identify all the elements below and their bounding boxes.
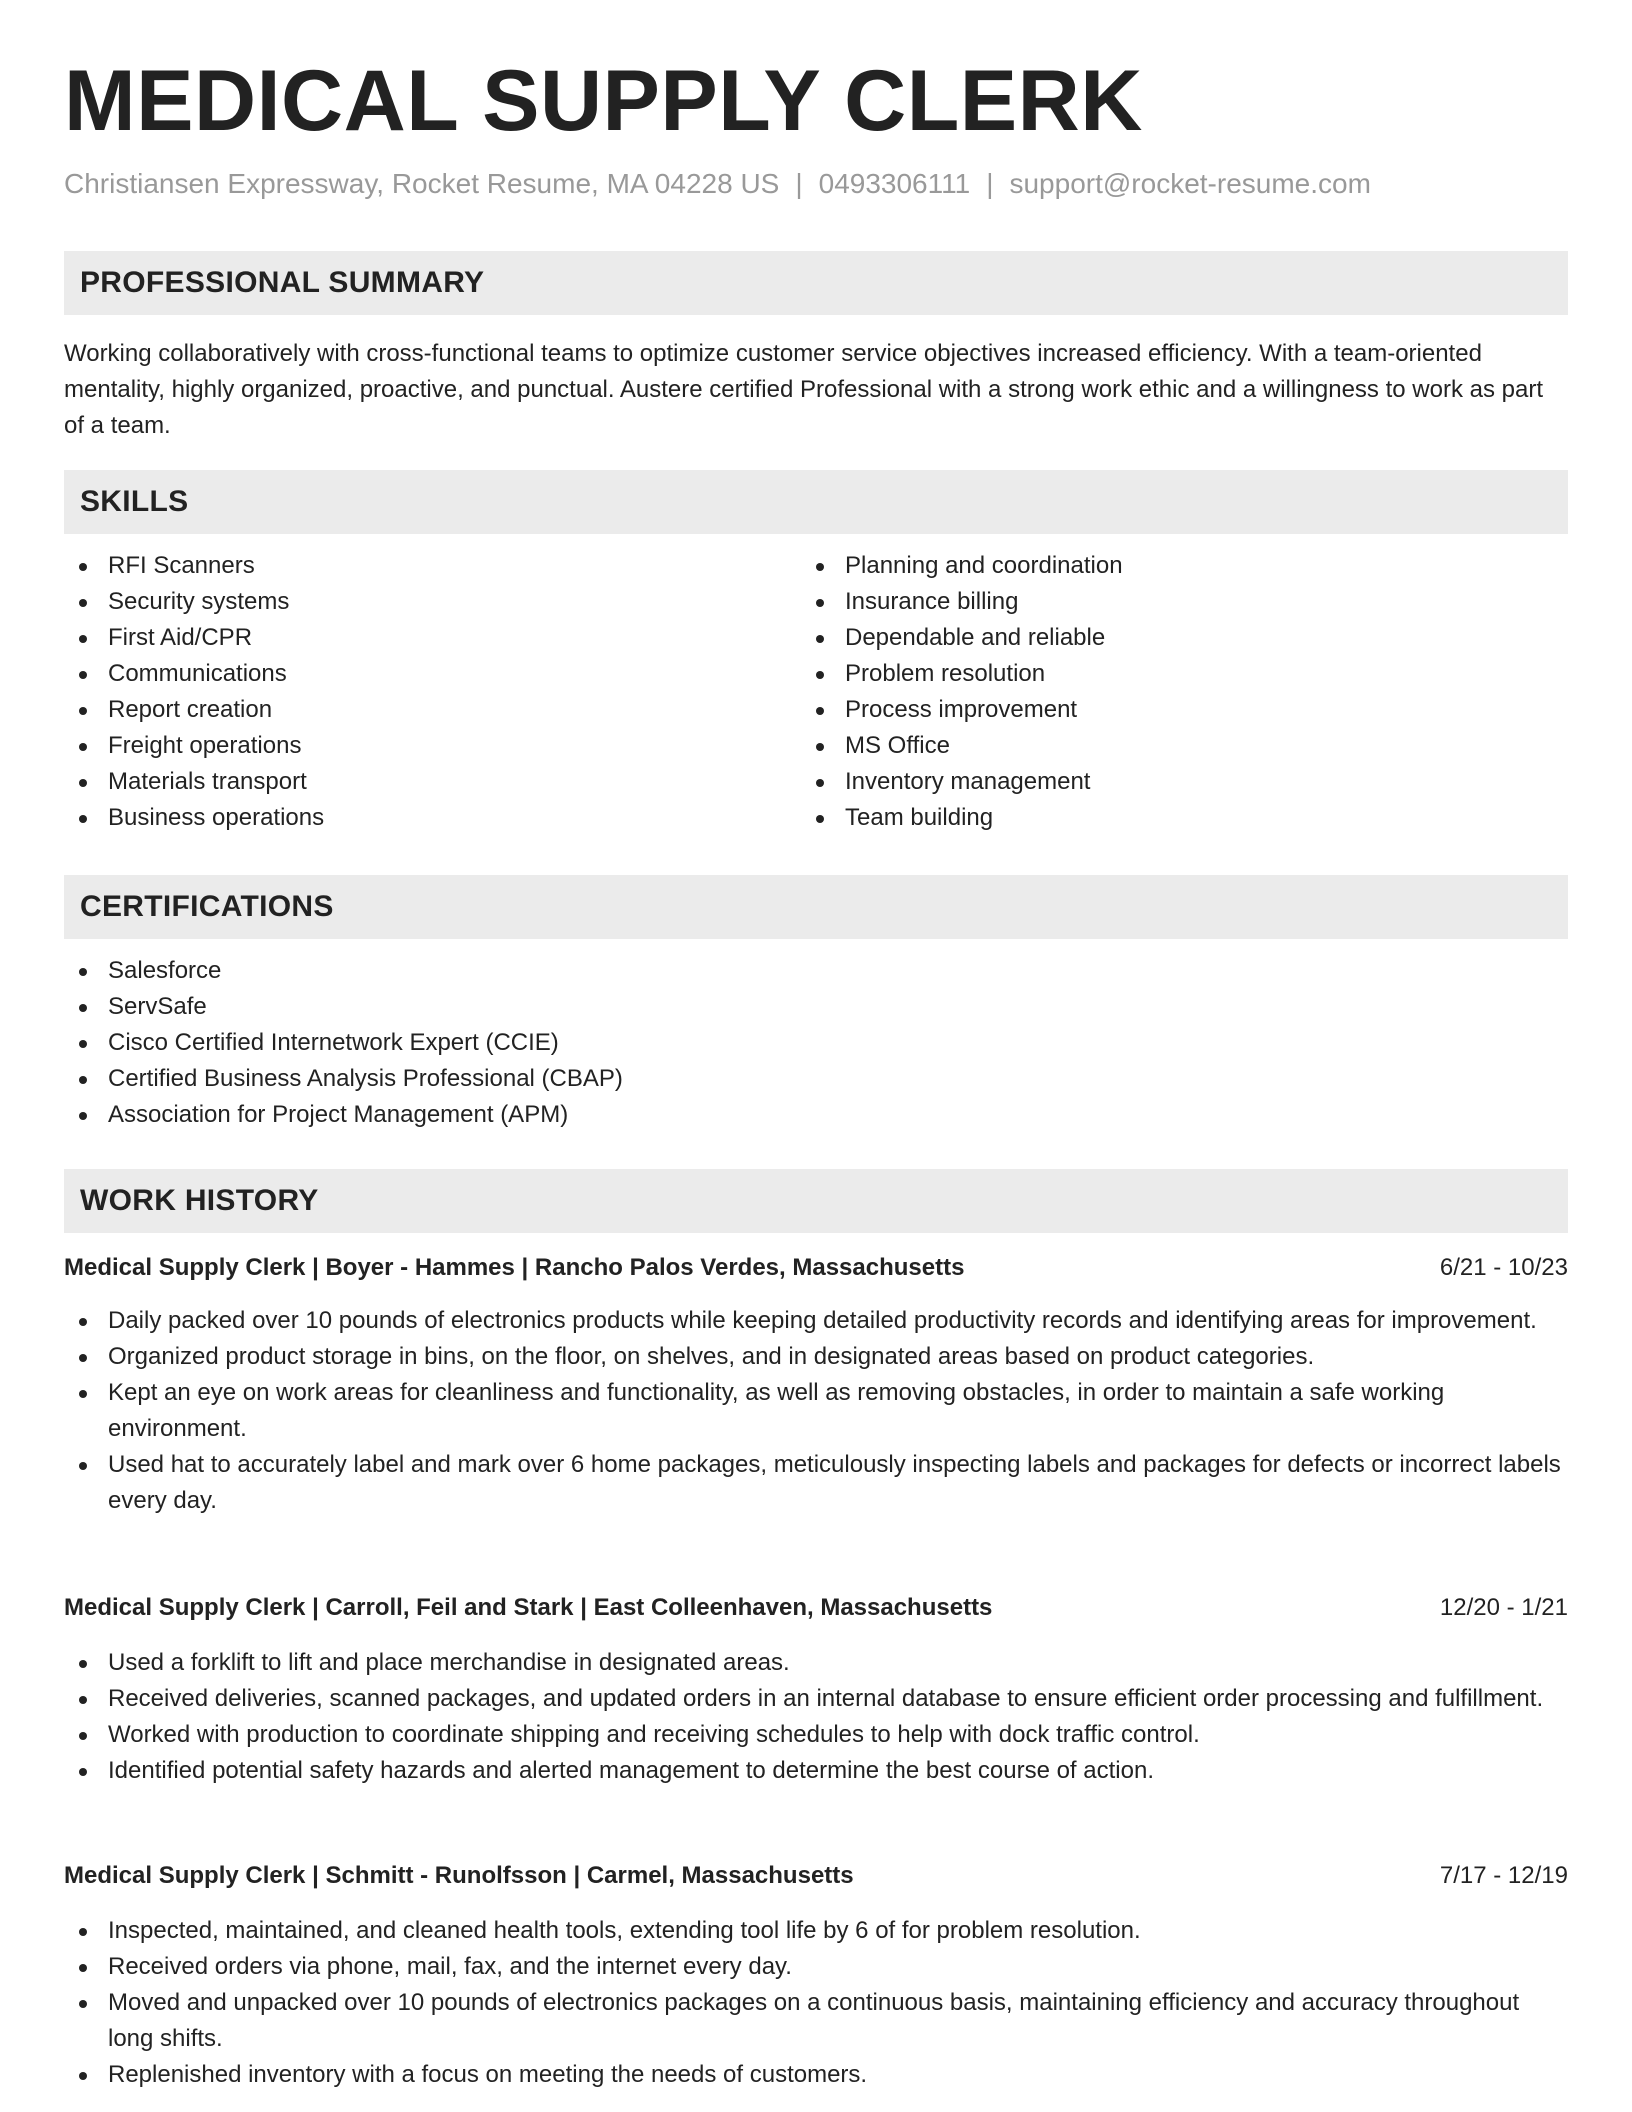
job-bullet: Received orders via phone, mail, fax, and the internet every day.	[64, 1949, 1568, 1985]
job-title: Medical Supply Clerk | Carroll, Feil and Stark | East Colleenhaven, Massachusetts	[64, 1594, 993, 1621]
job-bullet: Worked with production to coordinate shipping and receiving schedules to help with dock traffic control.	[64, 1717, 1568, 1753]
skill-item: Security systems	[64, 584, 804, 620]
skills-list-left	[64, 548, 804, 836]
certification-item: Association for Project Management (APM)	[64, 1097, 1568, 1133]
certification-item: Cisco Certified Internetwork Expert (CCIE)	[64, 1025, 1568, 1061]
job-heading	[64, 1250, 1568, 1286]
skill-item: RFI Scanners	[64, 548, 804, 584]
certification-item: Salesforce	[64, 953, 1568, 989]
skill-item: Process improvement	[801, 692, 1561, 728]
job-bullets	[64, 1303, 1568, 1519]
job-dates: 6/21 - 10/23	[1439, 1254, 1568, 1281]
skill-item: MS Office	[801, 728, 1561, 764]
skills-list-right	[801, 548, 1561, 836]
section-title-summary: PROFESSIONAL SUMMARY	[64, 251, 1568, 315]
job-bullet: Inspected, maintained, and cleaned health tools, extending tool life by 6 of for problem resolution.	[64, 1913, 1568, 1949]
contact-line	[64, 168, 1371, 200]
contact-email: support@rocket-resume.com	[1009, 168, 1371, 199]
skill-item: Team building	[801, 800, 1561, 836]
job-bullets	[64, 1913, 1568, 2093]
certifications-list	[64, 953, 1568, 1133]
job-bullet: Daily packed over 10 pounds of electronics products while keeping detailed productivity records and identifying areas for improvement.	[64, 1303, 1568, 1339]
job-bullet: Used a forklift to lift and place merchandise in designated areas.	[64, 1645, 1568, 1681]
job-bullet: Used hat to accurately label and mark over 6 home packages, meticulously inspecting labels and packages for defects or incorrect labels every day.	[64, 1447, 1568, 1519]
job-bullet: Replenished inventory with a focus on meeting the needs of customers.	[64, 2057, 1568, 2093]
skill-item: Dependable and reliable	[801, 620, 1561, 656]
contact-separator: |	[986, 168, 994, 199]
job-heading	[64, 1858, 1568, 1894]
job-bullet: Identified potential safety hazards and alerted management to determine the best course of action.	[64, 1753, 1568, 1789]
section-title-skills: SKILLS	[64, 470, 1568, 534]
skill-item: Materials transport	[64, 764, 804, 800]
skill-item: Planning and coordination	[801, 548, 1561, 584]
skill-item: Report creation	[64, 692, 804, 728]
certification-item: Certified Business Analysis Professional (CBAP)	[64, 1061, 1568, 1097]
job-bullet: Moved and unpacked over 10 pounds of electronics packages on a continuous basis, maintaining efficiency and accuracy throughout long shifts.	[64, 1985, 1568, 2057]
job-bullet: Organized product storage in bins, on the floor, on shelves, and in designated areas based on product categories.	[64, 1339, 1568, 1375]
skill-item: First Aid/CPR	[64, 620, 804, 656]
certification-item: ServSafe	[64, 989, 1568, 1025]
skill-item: Inventory management	[801, 764, 1561, 800]
summary-text: Working collaboratively with cross-functional teams to optimize customer service objectives increased efficiency. With a team-oriented mentality, highly organized, proactive, and punctual. Austere certified Professional with a strong work ethic and a willingness to work as part of a team.	[64, 340, 1543, 439]
job-bullet: Kept an eye on work areas for cleanliness and functionality, as well as removing obstacles, in order to maintain a safe working environment.	[64, 1375, 1568, 1447]
skill-item: Business operations	[64, 800, 804, 836]
skill-item: Problem resolution	[801, 656, 1561, 692]
section-title-certifications: CERTIFICATIONS	[64, 875, 1568, 939]
contact-separator: |	[795, 168, 803, 199]
contact-address: Christiansen Expressway, Rocket Resume, MA 04228 US	[64, 168, 780, 199]
job-title: Medical Supply Clerk | Schmitt - Runolfsson | Carmel, Massachusetts	[64, 1862, 854, 1889]
job-bullets	[64, 1645, 1568, 1789]
job-title: Medical Supply Clerk | Boyer - Hammes | Rancho Palos Verdes, Massachusetts	[64, 1254, 965, 1281]
skill-item: Freight operations	[64, 728, 804, 764]
contact-phone: 0493306111	[818, 168, 971, 199]
skill-item: Insurance billing	[801, 584, 1561, 620]
job-dates: 7/17 - 12/19	[1439, 1862, 1568, 1889]
job-bullet: Received deliveries, scanned packages, and updated orders in an internal database to ensure efficient order processing and fulfillment.	[64, 1681, 1568, 1717]
candidate-name: MEDICAL SUPPLY CLERK	[64, 53, 1143, 149]
section-title-work-history: WORK HISTORY	[64, 1169, 1568, 1233]
skill-item: Communications	[64, 656, 804, 692]
job-heading	[64, 1590, 1568, 1626]
job-dates: 12/20 - 1/21	[1439, 1594, 1568, 1621]
